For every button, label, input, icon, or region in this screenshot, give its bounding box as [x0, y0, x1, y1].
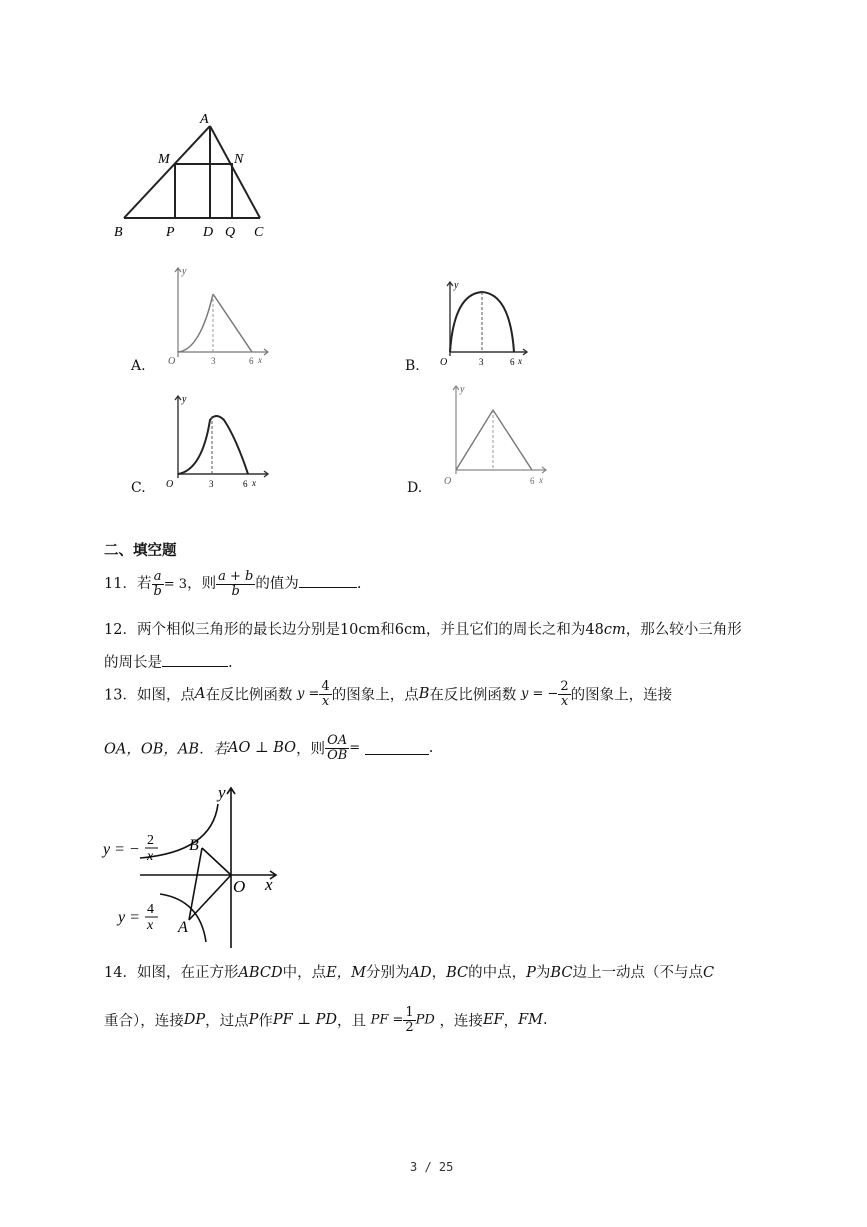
option-c-graph	[160, 390, 275, 495]
label-N: N	[234, 152, 244, 167]
page-number: 3 / 25	[410, 1160, 454, 1174]
label-D: D	[203, 225, 214, 240]
option-a-y: y	[182, 266, 187, 277]
option-d-label: D.	[407, 480, 423, 496]
option-b-y: y	[454, 280, 459, 291]
q13-fig-top-lhs: y = −	[103, 841, 140, 858]
question-13-line2: OA，OB，AB．若AO ⊥ BO，则 $\frac{OA}{OB}$ = .	[104, 733, 434, 763]
option-a-tick3: 3	[211, 356, 216, 366]
option-c-origin: O	[166, 479, 174, 490]
question-12-line2: 的周长是 .	[104, 655, 233, 671]
option-a-x: x	[258, 355, 262, 365]
question-13-line1: 13．如图，点A在反比例函数 y = $\frac{4}{x}$ 的图象上，点B在反比例函数 y = − $\frac{2}{x}$ 的图象上，连接	[104, 679, 673, 709]
label-P: P	[166, 225, 175, 240]
option-b-origin: O	[440, 357, 448, 368]
q11-answer-blank[interactable]	[299, 575, 357, 588]
q11-fraction-apb-over-b: $\frac{a + b}{b}$	[218, 569, 254, 599]
question-11: 11．若 $\frac{a}{b}$ = 3，则 $\frac{a + b}{b}$ 的值为 .	[104, 569, 362, 599]
section-title: 二、填空题	[104, 543, 177, 559]
option-c-x: x	[252, 478, 256, 488]
option-c-label: C.	[131, 480, 146, 496]
q13-figure	[100, 782, 290, 952]
option-a-origin: O	[168, 356, 176, 367]
q13-fig-bot-lhs: y =	[118, 909, 140, 926]
label-B: B	[114, 225, 123, 240]
option-b-label: B.	[405, 358, 420, 374]
label-Q: Q	[225, 225, 236, 240]
q13-fig-top-num: 2	[147, 833, 154, 848]
option-c-tick3: 3	[209, 479, 214, 489]
option-d-y: y	[460, 384, 465, 395]
label-M: M	[158, 152, 170, 167]
q13-fig-bot-num: 4	[147, 902, 154, 917]
option-c-y: y	[182, 394, 187, 405]
q12-answer-blank[interactable]	[162, 654, 228, 667]
label-C: C	[254, 225, 264, 240]
q13-fig-y: y	[218, 783, 226, 802]
option-b-graph	[432, 278, 532, 374]
question-14-line2: 重合），连接DP，过点P作PF ⊥ PD，且 PF = $\frac{1}{2}$ PD ，连接EF，FM.	[104, 1005, 548, 1035]
option-b-tick6: 6	[510, 357, 515, 367]
question-14-line1: 14．如图，在正方形ABCD中，点E，M分别为AD，BC的中点，P为BC边上一动点（不与点C	[104, 965, 715, 981]
q13-fig-A: A	[178, 919, 188, 936]
option-a-label: A.	[131, 358, 146, 374]
q13-fig-bot-den: x	[147, 918, 154, 933]
option-b-x: x	[518, 356, 522, 366]
triangle-figure	[108, 108, 278, 243]
option-d-origin: O	[444, 476, 452, 487]
option-d-graph	[438, 382, 553, 487]
option-d-x: x	[539, 475, 543, 485]
q11-fraction-a-over-b: $\frac{a}{b}$	[153, 569, 162, 599]
option-b-tick3: 3	[479, 357, 484, 367]
option-a-graph	[160, 262, 275, 377]
q14-fraction-half: $\frac{1}{2}$	[405, 1005, 414, 1035]
option-d-tick6: 6	[530, 476, 535, 486]
q13-ratio-oa-ob: $\frac{OA}{OB}$	[327, 733, 348, 763]
option-c-tick6: 6	[243, 479, 248, 489]
q13-fig-B: B	[189, 837, 199, 854]
q13-answer-blank[interactable]	[365, 742, 429, 755]
option-a-tick6: 6	[249, 356, 254, 366]
q13-fraction-2-over-x: $\frac{2}{x}$	[560, 679, 569, 709]
q13-fig-top-den: x	[147, 849, 154, 864]
q13-fig-origin: O	[233, 877, 246, 896]
label-A: A	[200, 112, 209, 127]
q13-fig-x: x	[265, 875, 273, 894]
q13-fraction-4-over-x: $\frac{4}{x}$	[321, 679, 330, 709]
question-12-line1: 12．两个相似三角形的最长边分别是10cm和6cm，并且它们的周长之和为48cm，那么较小三角形	[104, 622, 742, 638]
